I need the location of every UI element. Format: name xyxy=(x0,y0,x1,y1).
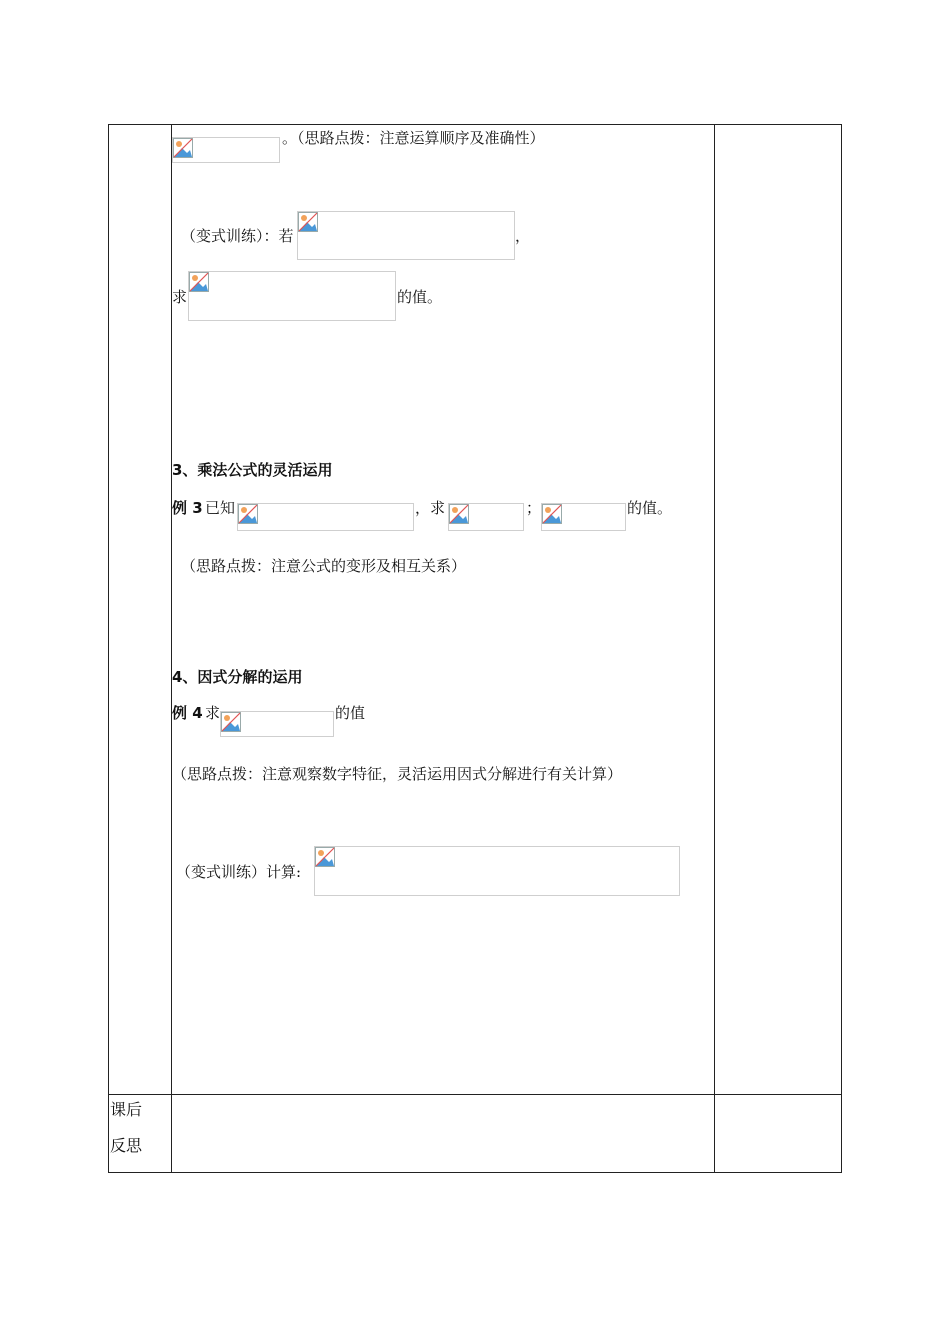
broken-image-icon xyxy=(449,504,469,524)
formula-image xyxy=(297,211,515,260)
table-divider-col1 xyxy=(171,124,172,1173)
section-4-heading: 4、因式分解的运用 xyxy=(172,668,303,686)
formula-image xyxy=(448,503,524,531)
broken-image-icon xyxy=(238,504,258,524)
variant-suffix-1: 的值。 xyxy=(397,288,443,306)
example-3-suffix: 的值。 xyxy=(627,499,673,517)
broken-image-icon xyxy=(298,212,318,232)
table-divider-col2 xyxy=(714,124,715,1173)
reflection-label-line2: 反思 xyxy=(110,1136,143,1155)
variant-prefix-1: （变式训练）：若 xyxy=(181,227,294,245)
formula-image xyxy=(220,711,334,737)
table-border-right xyxy=(841,124,842,1173)
section-3-hint: （思路点拨：注意公式的变形及相互关系） xyxy=(181,557,467,575)
table-border-top xyxy=(108,124,842,125)
broken-image-icon xyxy=(221,712,241,732)
example-4-suffix: 的值 xyxy=(335,704,366,722)
variant-comma-1: ， xyxy=(515,227,531,245)
table-border-left xyxy=(108,124,109,1173)
section-4-hint: （思路点拨：注意观察数字特征，灵活运用因式分解进行有关计算） xyxy=(172,765,623,783)
broken-image-icon xyxy=(189,272,209,292)
table-border-bottom xyxy=(108,1172,842,1173)
variant-prefix-2: （变式训练）计算: xyxy=(176,863,302,881)
broken-image-icon xyxy=(542,504,562,524)
formula-image xyxy=(172,137,280,163)
example-4-ask: 求 xyxy=(205,704,221,722)
variant-ask-1: 求 xyxy=(172,288,188,306)
formula-image xyxy=(188,271,396,321)
broken-image-icon xyxy=(315,847,335,867)
example-3-ask: ，求 xyxy=(415,499,446,517)
formula-image xyxy=(541,503,626,531)
example-3-semicolon: ； xyxy=(526,499,542,517)
table-row-divider xyxy=(108,1094,842,1095)
broken-image-icon xyxy=(173,138,193,158)
formula-image xyxy=(237,503,414,531)
example-3-known: 已知 xyxy=(205,499,236,517)
reflection-label-line1: 课后 xyxy=(110,1100,143,1119)
formula-image xyxy=(314,846,680,896)
hint-text-1: 。（思路点拨：注意运算顺序及准确性） xyxy=(282,129,545,147)
example-3-label: 例 3 xyxy=(172,499,203,517)
section-3-heading: 3、乘法公式的灵活运用 xyxy=(172,461,333,479)
example-4-label: 例 4 xyxy=(172,704,203,722)
